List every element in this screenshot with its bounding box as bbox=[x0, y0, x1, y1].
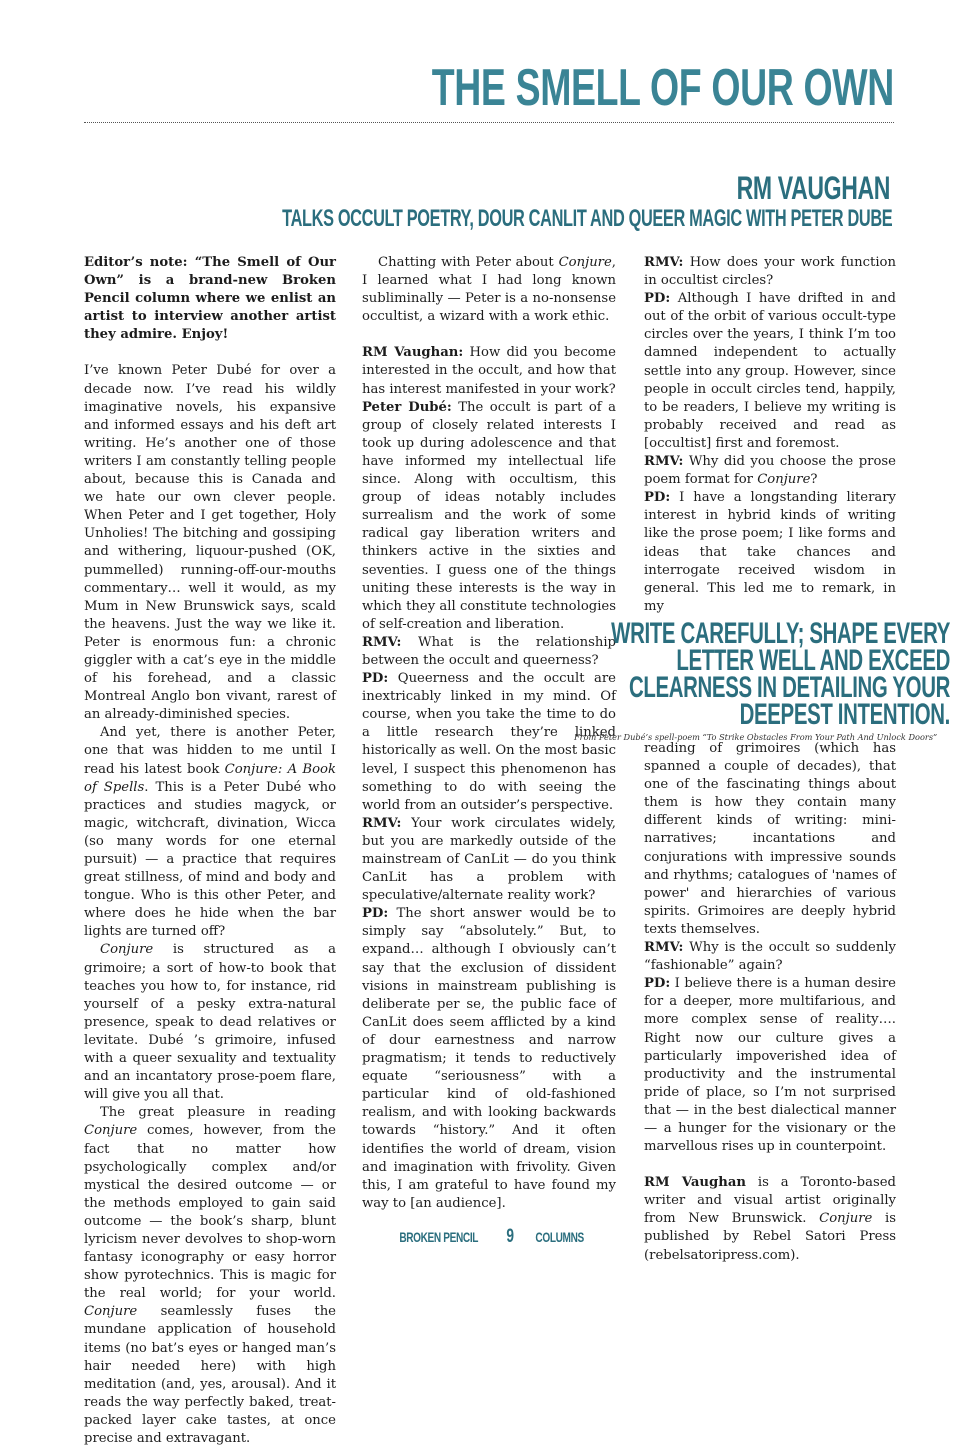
interview-question: RMV: Why is the occult so suddenly “fashionable” again? bbox=[644, 940, 896, 974]
footer-magazine-name: BROKEN PENCIL bbox=[399, 1229, 479, 1245]
interview-question: RMV: How does your work function in occultist circles? bbox=[644, 255, 896, 289]
editors-note: Editor’s note: “The Smell of Our Own” is a brand-new Broken Pencil column where we enlist an artist to interview another artist they admire. Enjoy! bbox=[84, 255, 336, 343]
interview-question: RMV: Your work circulates widely, but you are markedly outside of the mainstream of CanLit — do you think CanLit has a problem with speculative/alternate reality work? bbox=[362, 815, 616, 904]
author-bio: RM Vaughan is a Toronto-based writer and visual artist originally from New Brunswick. Conjure is published by Rebel Satori Press (rebelsatoripress.com). bbox=[644, 1175, 896, 1263]
column-1 bbox=[84, 254, 336, 1448]
column-3-top bbox=[644, 254, 896, 616]
interview-answer-continued: reading of grimoires (which has spanned a couple of decades), that one of the fascinating things about them is how they contain many different kinds of writing: mini-narratives; incantations and conjurations with impressive sounds and rhythms; catalogues of 'names of power' and hierarchies of various spirits. Grimoires are deeply hybrid texts themselves. bbox=[644, 741, 896, 937]
pull-quote-text: WRITE CAREFULLY; SHAPE EVERY LETTER WELL AND EXCEED CLEARNESS IN DETAILING YOUR DEEPEST INTENTION. bbox=[611, 617, 950, 731]
interview-question: RMV: Why did you choose the prose poem format for Conjure? bbox=[644, 454, 896, 488]
byline-author: RM VAUGHAN bbox=[736, 170, 890, 206]
intro-paragraph: I’ve known Peter Dubé for over a decade now. I’ve read his wildly imaginative novels, his expansive and informed essays and his deft art writing. He’s another one of those writers I am constantly telling people about, because this is Canada and we hate our own clever people. When Peter and I get together, Holy Unholies! The bitching and gossiping and withering, liquour-pushed (OK, pummelled) running-off-our-mouths commentary… well it would, as my Mum in New Brunswick says, scald the heavens. Just the way we like it. Peter is enormous fun: a chronic giggler with a cat’s eye in the middle of his forehead, and a classic Montreal Anglo bon vivant, rarest of an already-diminished species. bbox=[84, 363, 336, 723]
page-footer bbox=[0, 1226, 978, 1248]
header-divider bbox=[84, 122, 894, 123]
interview-answer: Peter Dubé: The occult is part of a group of closely related interests I took up during adolescence and that have informed my intellectual life since. Along with occultism, this group of ideas notably includes surrealism and the work of some radical gay liberation writers and thinkers active in the sixties and seventies. I guess one of the things uniting these interests is the way in which they all constitute technologies of self-creation and liberation. bbox=[362, 399, 616, 632]
interview-answer: PD: Although I have drifted in and out of the orbit of various occult-type circles over the years, I think I’m too damned independent to actually settle into any group. However, since people in occult circles tend, happily, to be readers, I believe my writing is probably received and read as [occultist] first and foremost. bbox=[644, 291, 896, 451]
page-number: 9 bbox=[506, 1226, 514, 1247]
intro-paragraph: Chatting with Peter about Conjure, I learned what I had long known subliminally — Peter is a no-nonsense occultist, a wizard with a work ethic. bbox=[362, 255, 616, 325]
byline-subtitle: TALKS OCCULT POETRY, DOUR CANLIT AND QUEER MAGIC WITH PETER DUBE bbox=[281, 205, 892, 232]
column-3-bottom bbox=[644, 740, 896, 1265]
interview-answer: PD: I have a longstanding literary interest in hybrid kinds of writing like the prose poem; I like forms and ideas that take chances and interrogate received wisdom in general. This led me to remark, in my bbox=[644, 490, 896, 614]
pull-quote-credit: From Peter Dubé’s spell-poem “To Strike Obstacles From Your Path And Unlock Doors” bbox=[574, 732, 938, 742]
footer-section: COLUMNS bbox=[535, 1229, 585, 1245]
intro-paragraph: And yet, there is another Peter, one that was hidden to me until I read his latest book Conjure: A Book of Spells. This is a Peter Dubé who practices and studies magyck, or magic, witchcraft, divination, Wicca (so many words for one eternal pursuit) — a practice that requires great stillness, of mind and body and tongue. Who is this other Peter, and where does he hide when the bar lights are turned off? bbox=[84, 725, 337, 940]
interview-answer: PD: I believe there is a human desire for a deeper, more multifarious, and more complex sense of reality…. Right now our culture gives a particularly impoverished idea of productivity and the instrumental pride of place, so I’m not surprised that — in the best dialectical manner — a hunger for the visionary or the marvellous rises up in counterpoint. bbox=[644, 976, 896, 1155]
interview-answer: PD: The short answer would be to simply say “absolutely.” But, to expand… although I obviously can’t say that the exclusion of dissident visions in mainstream publishing is deliberate per se, the public face of CanLit does seem afflicted by a kind of dour earnestness and narrow pragmatism; it tends to reductively equate “seriousness” with a particular kind of old-fashioned realism, and with looking backwards towards “history.” And it often identifies the world of dream, vision and imagination with frivolity. Given this, I am grateful to have found my way to [an audience]. bbox=[362, 906, 616, 1211]
page-title: THE SMELL OF OUR OWN bbox=[431, 59, 894, 117]
interview-question: RM Vaughan: How did you become interested in the occult, and how that has interest manifested in your work? bbox=[362, 345, 616, 397]
interview-answer: PD: Queerness and the occult are inextricably linked in my mind. Of course, when you take the time to do a little research they’re linked historically as well. On the most basic level, I suspect this phenomenon has something to do with seeing the world from an outsider’s perspective. bbox=[362, 671, 616, 813]
pull-quote bbox=[574, 617, 950, 742]
intro-paragraph: The great pleasure in reading Conjure comes, however, from the fact that no matter how psychologically complex and/or mystical the desired outcome — or the methods employed to gain said outcome — the book’s sharp, blunt lyricism never devolves to shop-worn fantasy iconography or easy horror show pyrotechnics. This is magic for the real world; for your world. Conjure seamlessly fuses the mundane application of household items (no bat’s eyes or hanged man’s hair needed here) with high meditation (and, yes, arousal). And it reads the way perfectly baked, treat-packed layer cake tastes, at once precise and extravagant. bbox=[84, 1105, 336, 1446]
intro-paragraph: Conjure is structured as a grimoire; a sort of how-to book that teaches you how to, for instance, rid yourself of a pesky extra-natural presence, speak to dead relatives or levitate. Dubé ’s grimoire, infused with a queer sexuality and textuality and an incantatory prose-poem flare, will give you all that. bbox=[84, 942, 336, 1103]
interview-question: RMV: What is the relationship between the occult and queerness? bbox=[362, 634, 616, 668]
